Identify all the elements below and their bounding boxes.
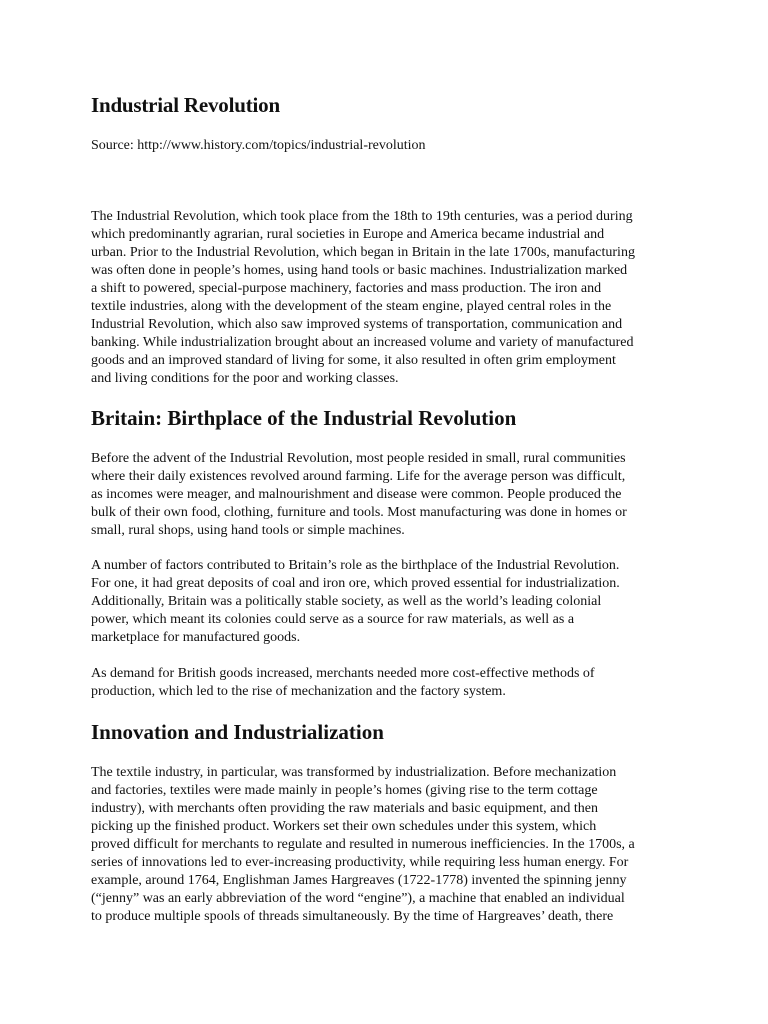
text-line: marketplace for manufactured goods. — [91, 630, 301, 645]
text-line: The textile industry, in particular, was transformed by industrialization. Before mechanization — [91, 765, 617, 780]
text-line: which predominantly agrarian, rural societies in Europe and America became industrial and — [91, 227, 605, 242]
text-line: A number of factors contributed to Britain’s role as the birthplace of the Industrial Revolution. — [91, 558, 620, 573]
text-line: example, around 1764, Englishman James Hargreaves (1722-1778) invented the spinning jenny — [91, 873, 627, 888]
britain-paragraph-1 — [91, 450, 681, 540]
innovation-paragraph-1 — [91, 764, 681, 926]
britain-paragraph-2 — [91, 557, 681, 647]
britain-paragraph-3 — [91, 665, 681, 701]
text-line: small, rural shops, using hand tools or simple machines. — [91, 523, 405, 538]
text-line: production, which led to the rise of mechanization and the factory system. — [91, 684, 506, 699]
text-line: For one, it had great deposits of coal and iron ore, which proved essential for industrialization. — [91, 576, 620, 591]
text-line: goods and an improved standard of living for some, it also resulted in often grim employment — [91, 353, 616, 368]
text-line: as incomes were meager, and malnourishment and disease were common. People produced the — [91, 487, 622, 502]
text-line: banking. While industrialization brought about an increased volume and variety of manufactured — [91, 335, 634, 350]
text-line: Before the advent of the Industrial Revolution, most people resided in small, rural communities — [91, 451, 626, 466]
text-line: picking up the finished product. Workers set their own schedules under this system, which — [91, 819, 597, 834]
text-line: power, which meant its colonies could serve as a source for raw materials, as well as a — [91, 612, 575, 627]
source-citation: Source: http://www.history.com/topics/industrial-revolution — [91, 138, 426, 153]
text-line: (“jenny” was an early abbreviation of the word “engine”), a machine that enabled an individual — [91, 891, 625, 906]
intro-paragraph — [91, 208, 681, 388]
text-line: bulk of their own food, clothing, furniture and tools. Most manufacturing was done in homes or — [91, 505, 627, 520]
text-line: Industrial Revolution, which also saw improved systems of transportation, communication and — [91, 317, 623, 332]
text-line: was often done in people’s homes, using hand tools or basic machines. Industrialization marked — [91, 263, 628, 278]
text-line: As demand for British goods increased, merchants needed more cost-effective methods of — [91, 666, 595, 681]
text-line: series of innovations led to ever-increasing productivity, while requiring less human energy. For — [91, 855, 629, 870]
text-line: a shift to powered, special-purpose machinery, factories and mass production. The iron and — [91, 281, 602, 296]
text-line: and living conditions for the poor and working classes. — [91, 371, 399, 386]
section-heading-britain: Britain: Birthplace of the Industrial Revolution — [91, 406, 517, 430]
text-line: to produce multiple spools of threads simultaneously. By the time of Hargreaves’ death, there — [91, 909, 614, 924]
text-line: urban. Prior to the Industrial Revolution, which began in Britain in the late 1700s, manufacturing — [91, 245, 635, 260]
section-heading-innovation: Innovation and Industrialization — [91, 720, 384, 744]
text-line: proved difficult for merchants to regulate and resulted in numerous inefficiencies. In the 1700s, a — [91, 837, 635, 852]
text-line: where their daily existences revolved around farming. Life for the average person was difficult, — [91, 469, 626, 484]
text-line: The Industrial Revolution, which took place from the 18th to 19th centuries, was a period during — [91, 209, 633, 224]
text-line: textile industries, along with the development of the steam engine, played central roles in the — [91, 299, 612, 314]
text-line: and factories, textiles were made mainly in people’s homes (giving rise to the term cottage — [91, 783, 598, 798]
page-title: Industrial Revolution — [91, 93, 280, 117]
text-line: industry), with merchants often providing the raw materials and basic equipment, and then — [91, 801, 598, 816]
text-line: Additionally, Britain was a politically stable society, as well as the world’s leading colonial — [91, 594, 602, 609]
